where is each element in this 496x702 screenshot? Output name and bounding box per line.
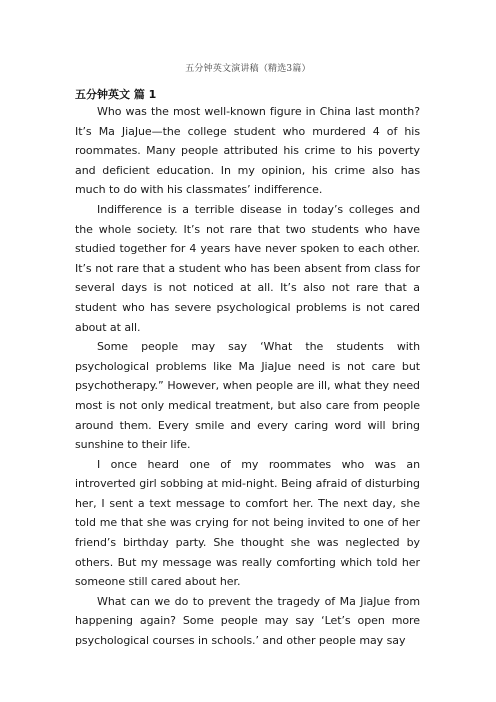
- paragraph: Indifference is a terrible disease in today’s colleges and the whole society. It’s not rare that two students who have studied together for 4 years have never spoken to each other. It’s not rare that a student who has been absent from class for several days is not noticed at all. It’s also not rare that a student who has severe psychological problems is not cared about at all.: [75, 202, 420, 334]
- body-text: [75, 102, 420, 651]
- document-header: 五分钟英文演讲稿（精选3篇）: [185, 64, 311, 74]
- section-title: 五分钟英文 篇 1: [75, 88, 157, 101]
- paragraph: Who was the most well-known figure in China last month? It’s Ma JiaJue—the college student who murdered 4 of his roommates. Many people attributed his crime to his poverty and deficient education. In my opinion, his crime also has much to do with his classmates’ indifference.: [75, 105, 420, 197]
- paragraph: What can we do to prevent the tragedy of Ma JiaJue from happening again? Some people may say ‘Let’s open more psychological courses in schools.’ and other people may say: [75, 594, 420, 648]
- paragraph: Some people may say ‘What the students with psychological problems like Ma JiaJue need is not care but psychotherapy.” However, when people are ill, what they need most is not only medical treatment, but also care from people around them. Every smile and every caring word will bring sunshine to their life.: [75, 340, 420, 452]
- paragraph: I once heard one of my roommates who was an introverted girl sobbing at mid-night. Being afraid of disturbing her, I sent a text message to comfort her. The next day, she told me that she was crying for not being invited to one of her friend’s birthday party. She thought she was neglected by others. But my message was really comforting which told her someone still cared about her.: [75, 457, 420, 589]
